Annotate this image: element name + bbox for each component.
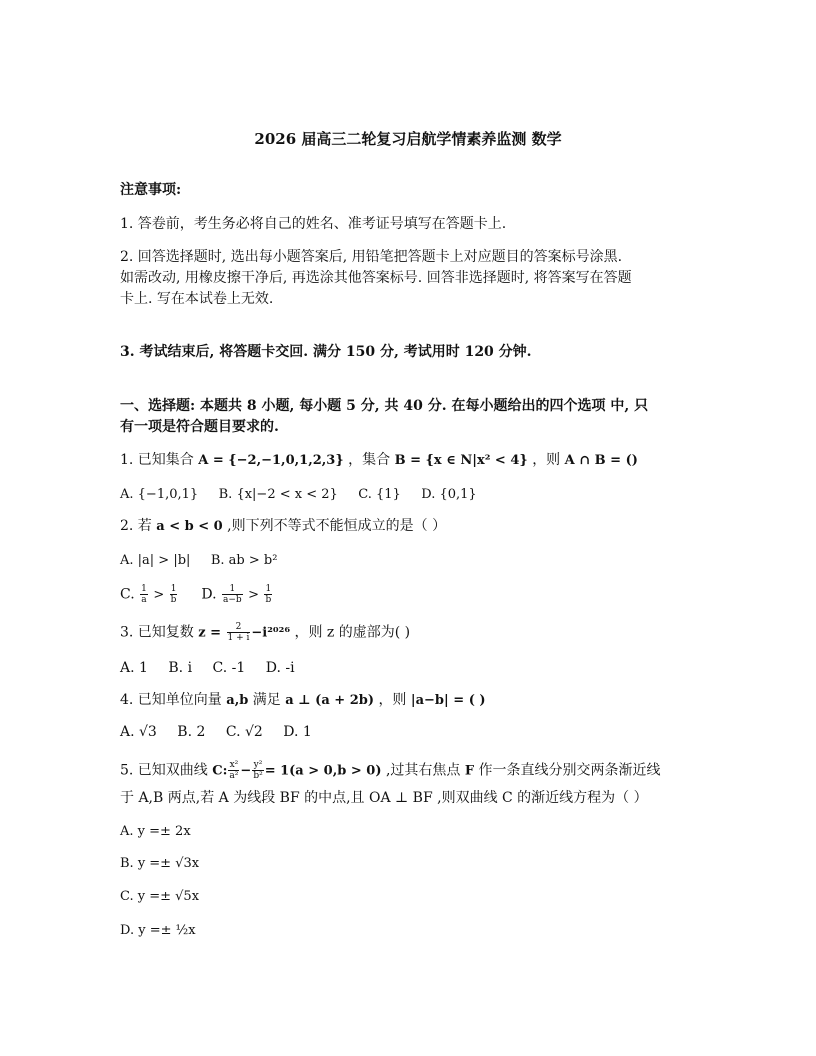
question-3: 3. 已知复数 z = $\frac{2}{1 + i}$ −i²⁰²⁶ ，则 z 的虚部为( ) [120,622,411,643]
q1-option-c: C. {1} [358,487,401,502]
q1-text-b: ，集合 [348,452,391,468]
q5-text-c: 作一条直线分别交两条渐近线 [478,762,661,779]
q2-text-a: 2. 若 [120,518,152,534]
q4-text-c: ，则 [378,692,407,708]
notice-item-2-line-2: 如需改动, 用橡皮擦干净后, 再选涂其他答案标号. 回答非选择题时, 将答案写在答题 [120,270,632,286]
q3-option-a: A. 1 [120,660,148,676]
question-2 [120,516,700,537]
q3-expr-tail: −i²⁰²⁶ [251,625,291,641]
q2-option-d-frac-left: $\frac{1}{a-b}$ [222,584,242,605]
q2-condition: a < b < 0 [156,519,223,534]
q2-option-c-label: C. [120,586,135,603]
notice-item-2-line-3: 卡上. 写在本试卷上无效. [120,291,274,307]
notice-item-2-line-1: 2. 回答选择题时, 选出每小题答案后, 用铅笔把答题卡上对应题目的答案标号涂黑. [120,249,623,265]
q1-option-b: B. {x|−2 < x < 2} [218,487,338,502]
q2-option-d-frac-right: $\frac{1}{b}$ [265,584,272,605]
q1-option-d: D. {0,1} [421,487,477,502]
section-heading-line-1: 一、选择题: 本题共 8 小题, 每小题 5 分, 共 40 分. 在每小题给出的四个选项 中, 只 [120,398,649,414]
q2-options-ab [120,550,700,571]
q3-text-b: ，则 z 的虚部为( ) [294,624,411,641]
q5-equation: = 1(a > 0,b > 0) [264,763,382,779]
q3-options [120,658,700,679]
q5-option-c: C. y =± √5x [120,889,200,904]
q2-option-d-label: D. [201,586,217,603]
q1-text-c: ，则 [532,452,561,468]
q1-options [120,484,700,505]
q1-set-b: B = {x ∈ N|x² < 4} [394,453,528,468]
q2-text-b: ,则下列不等式不能恒成立的是（ ） [227,518,447,534]
q3-option-c: C. -1 [212,660,246,676]
q3-option-d: D. -i [265,660,295,676]
q1-option-a: A. {−1,0,1} [120,487,199,502]
q5-text-a: 5. 已知双曲线 [120,762,208,779]
q3-text-a: 3. 已知复数 [120,624,194,641]
q4-option-d: D. 1 [283,724,312,740]
question-1 [120,450,700,471]
q5-option-d: D. y =± ½x [120,923,196,938]
q3-option-b: B. i [168,660,193,676]
q3-fraction: $\frac{2}{1 + i}$ [227,622,250,643]
notice-item-1: 1. 答卷前，考生务必将自己的姓名、准考证号填写在答题卡上. [120,216,507,232]
q4-options [120,722,700,743]
q4-text-b: 满足 [252,692,281,708]
q5-option-b: B. y =± √3x [120,856,200,871]
q1-text-a: 1. 已知集合 [120,452,194,468]
q1-expr: A ∩ B = () [564,453,638,468]
q4-condition: a ⊥ (a + 2b) [285,693,374,708]
q2-option-b: B. ab > b² [210,553,278,568]
q4-option-b: B. 2 [177,724,206,740]
question-4 [120,690,700,711]
q4-expr: |a−b| = ( ) [410,693,486,708]
q5-frac-y: $\frac{\text{y²}}{\text{b²}}$ [253,760,263,781]
q4-vectors: a,b [226,693,249,708]
q5-frac-x: $\frac{\text{x²}}{\text{a²}}$ [229,760,239,781]
question-5-line-2: 于 A,B 两点,若 A 为线段 BF 的中点,且 OA ⊥ BF ,则双曲线 C 的渐近线方程为（ ） [120,790,648,806]
q2-options-cd: C. $\frac{1}{a}$ > $\frac{1}{b}$ D. $\frac{1}{a-b}$ > $\frac{1}{b}$ [120,584,272,605]
question-5-line-1: 5. 已知双曲线 C: $\frac{\text{x²}}{\text{a²}}$ − $\frac{\text{y²}}{\text{b²}}$ = 1(a > 0,b > 0) ,过其右焦点 F 作一条直线分别交两条渐近线 [120,760,661,781]
q5-option-a: A. y =± 2x [120,824,191,839]
q1-set-a: A = {−2,−1,0,1,2,3} [198,453,344,468]
notice-item-3: 3. 考试结束后, 将答题卡交回. 满分 150 分, 考试用时 120 分钟. [120,344,532,360]
q4-text-a: 4. 已知单位向量 [120,692,222,708]
section-heading-line-2: 有一项是符合题目要求的. [120,419,279,435]
page-title: 2026 届高三二轮复习启航学情素养监测 数学 [254,130,562,148]
q2-option-a: A. |a| > |b| [120,553,191,568]
q5-focus: F [464,763,475,779]
notice-heading: 注意事项: [120,182,182,198]
q5-text-b: ,过其右焦点 [385,762,461,779]
q2-option-c-frac-right: $\frac{1}{b}$ [170,584,177,605]
q4-option-a: A. √3 [120,724,157,740]
q2-option-c-frac-left: $\frac{1}{a}$ [141,584,147,605]
q4-option-c: C. √2 [225,724,263,740]
